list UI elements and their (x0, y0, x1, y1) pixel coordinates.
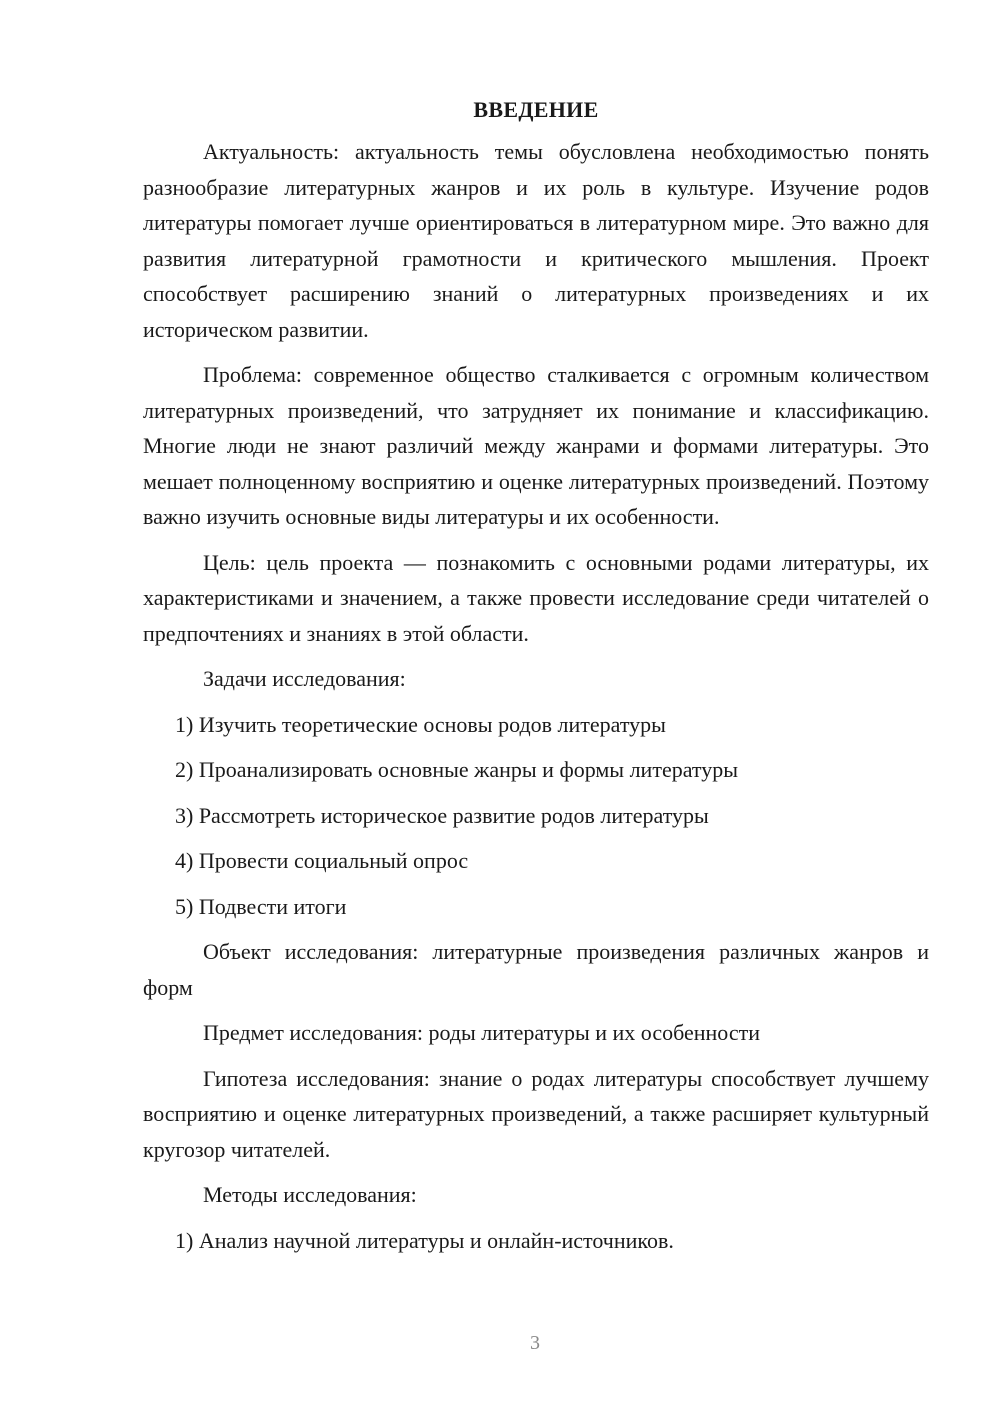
list-item: 4) Провести социальный опрос (175, 848, 469, 873)
document-page (143, 92, 929, 1268)
list-item: 1) Изучить теоретические основы родов литературы (175, 711, 666, 737)
relevance-paragraph: Актуальность: актуальность темы обусловлена необходимостью понять разнообразие литературных жанров и их роль в культуре. Изучение родов литературы помогает лучше ориентироваться в литературном мире. Это важно для развития литературной грамотности и критического мышления. Проект способствует расширению знаний о литературных произведениях и их историческом развитии. (143, 139, 929, 342)
page-number: 3 (530, 1332, 540, 1354)
list-item: 2) Проанализировать основные жанры и формы литературы (175, 757, 739, 782)
problem-paragraph: Проблема: современное общество сталкивается с огромным количеством литературных произведений, что затрудняет их понимание и классификацию. Многие люди не знают различий между жанрами и формами литературы. Это мешает полноценному восприятию и оценке литературных произведений. Поэтому важно изучить основные виды литературы и их особенности. (143, 362, 929, 529)
tasks-list (143, 707, 929, 925)
hypothesis-paragraph: Гипотеза исследования: знание о родах литературы способствует лучшему восприятию и оценке литературных произведений, а также расширяет культурный кругозор читателей. (143, 1065, 929, 1162)
page-title: ВВЕДЕНИЕ (473, 97, 599, 122)
subject-paragraph: Предмет исследования: роды литературы и их особенности (203, 1020, 760, 1045)
list-item: 5) Подвести итоги (175, 893, 347, 919)
list-item: 1) Анализ научной литературы и онлайн-источников. (175, 1227, 674, 1253)
methods-heading: Методы исследования: (203, 1182, 417, 1207)
goal-paragraph: Цель: цель проекта — познакомить с основными родами литературы, их характеристиками и значением, а также провести исследование среди читателей о предпочтениях и знаниях в этой области. (143, 549, 929, 646)
list-item: 3) Рассмотреть историческое развитие родов литературы (175, 802, 709, 828)
object-paragraph: Объект исследования: литературные произведения различных жанров и форм (143, 939, 929, 1000)
methods-list (143, 1223, 929, 1259)
tasks-heading: Задачи исследования: (203, 666, 406, 691)
